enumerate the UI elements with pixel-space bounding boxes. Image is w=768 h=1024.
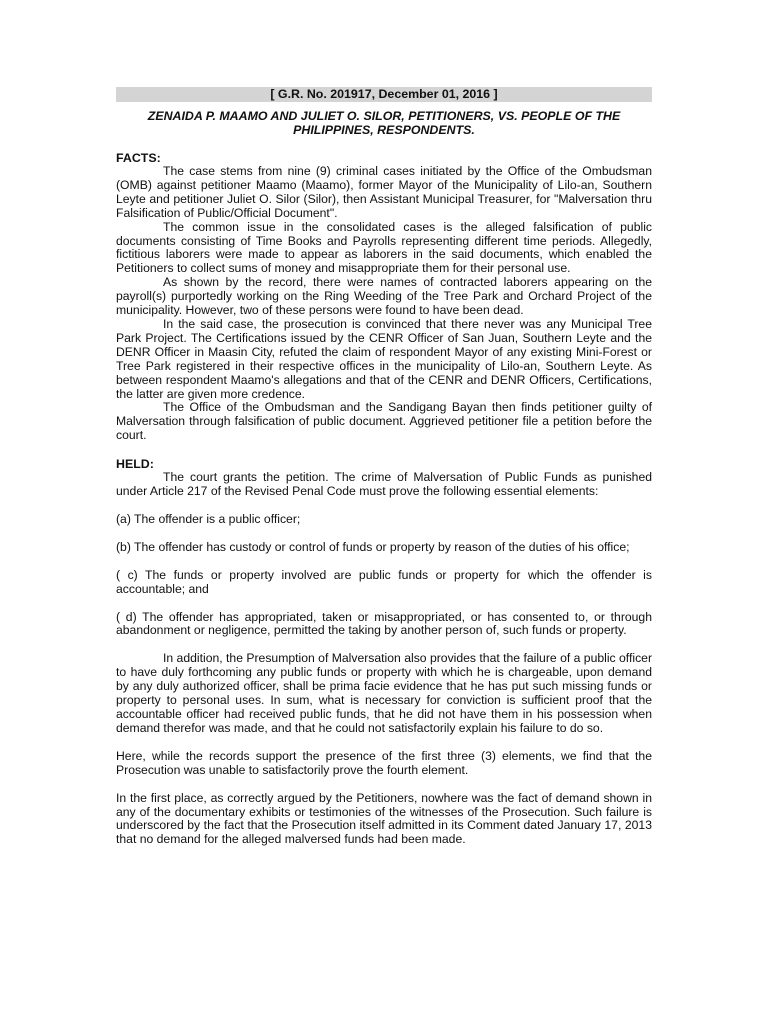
element-c: ( c) The funds or property involved are public funds or property for which the offender is accountable; and (116, 567, 652, 596)
facts-heading: FACTS: (116, 151, 161, 165)
fourth-element-paragraph: Here, while the records support the presence of the first three (3) elements, we find that the Prosecution was unable to satisfactorily prove the fourth element. (116, 748, 652, 777)
case-number-header: [ G.R. No. 201917, December 01, 2016 ] (116, 87, 652, 102)
first-place-paragraph: In the first place, as correctly argued by the Petitioners, nowhere was the fact of demand shown in any of the documentary exhibits or testimonies of the witnesses of the Prosecution. Such failure is underscored by the fact that the Prosecution itself admitted in its Comment dated January 17, 2013 that no demand for the alleged malversed funds had been made. (116, 790, 652, 847)
element-d: ( d) The offender has appropriated, taken or misappropriated, or has consented to, or through abandonment or negligence, permitted the taking by another person of, such funds or property. (116, 609, 652, 638)
element-b: (b) The offender has custody or control of funds or property by reason of the duties of his office; (116, 539, 630, 554)
facts-paragraph-1: The case stems from nine (9) criminal cases initiated by the Office of the Ombudsman (OMB) against petitioner Maamo (Maamo), former Mayor of the Municipality of Lilo-an, Southern Leyte and petitioner Juliet O. Silor (Silor), then Assistant Municipal Treasurer, for "Malversation thru Falsification of Public/Official Document". (116, 164, 652, 220)
held-intro: The court grants the petition. The crime of Malversation of Public Funds as punished under Article 217 of the Revised Penal Code must prove the following essential elements: (116, 470, 652, 499)
element-a: (a) The offender is a public officer; (116, 511, 301, 526)
facts-paragraph-2: The common issue in the consolidated cases is the alleged falsification of public documents consisting of Time Books and Payrolls representing different time periods. Allegedly, fictitious laborers were made to appear as laborers in the said documents, which enabled the Petitioners to collect sums of money and misappropriate them for their personal use. (116, 219, 652, 276)
facts-paragraph-3: As shown by the record, there were names of contracted laborers appearing on the payroll(s) purportedly working on the Ring Weeding of the Tree Park and Orchard Project of the municipality. However, two of these persons were found to have been dead. (116, 275, 652, 318)
facts-paragraph-4: In the said case, the prosecution is convinced that there never was any Municipal Tree Park Project. The Certifications issued by the CENR Officer of San Juan, Southern Leyte and the DENR Officer in Maasin City, refuted the claim of respondent Mayor of any existing Mini-Forest or Tree Park registered in their respective offices in the municipality of Lilo-an, Southern Leyte. As between respondent Maamo's allegations and that of the CENR and DENR Officers, Certifications, the latter are given more credence. (116, 316, 652, 401)
case-title: ZENAIDA P. MAAMO AND JULIET O. SILOR, PETITIONERS, VS. PEOPLE OF THE PHILIPPINES, RESPONDENTS. (147, 109, 621, 137)
held-heading: HELD: (116, 457, 154, 472)
presumption-paragraph: In addition, the Presumption of Malversation also provides that the failure of a public officer to have duly forthcoming any public funds or property with which he is chargeable, upon demand by any duly authorized officer, shall be prima facie evidence that he has put such missing funds or property to personal uses. In sum, what is necessary for conviction is sufficient proof that the accountable officer had received public funds, that he did not have them in his possession when demand therefor was made, and that he could not satisfactorily explain his failure to do so. (116, 651, 652, 735)
document-page (116, 87, 652, 847)
facts-paragraph-5: The Office of the Ombudsman and the Sandigang Bayan then finds petitioner guilty of Malversation through falsification of public document. Aggrieved petitioner file a petition before the court. (116, 400, 652, 443)
